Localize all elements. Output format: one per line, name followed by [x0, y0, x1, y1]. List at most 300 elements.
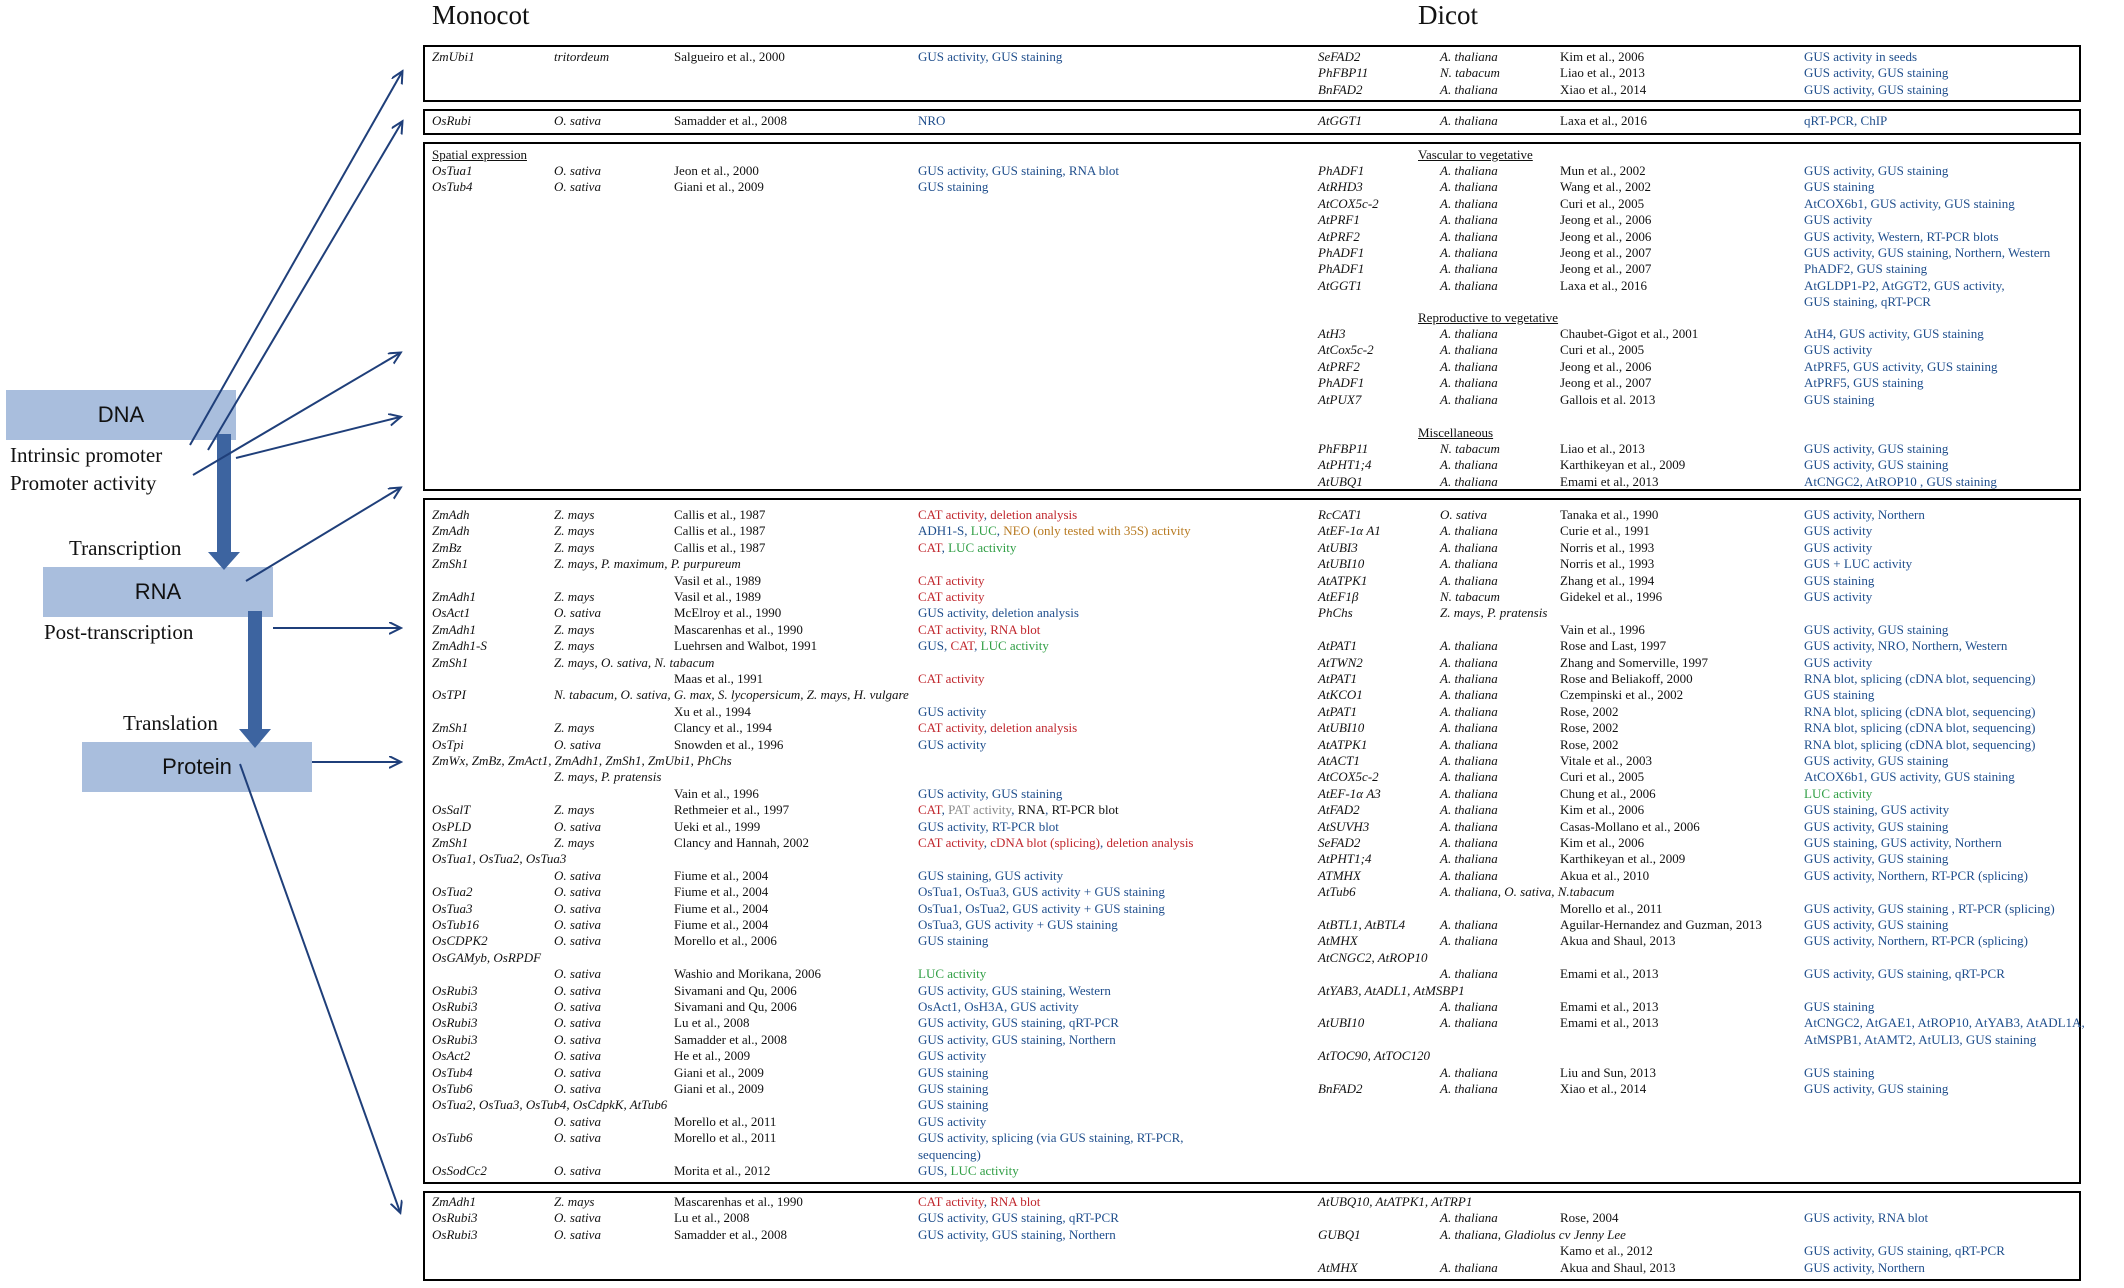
gene-cell: AtMHX: [1318, 1259, 1358, 1275]
species-cell: A. thaliana: [1440, 572, 1498, 588]
gene-cell: SeFAD2: [1318, 835, 1361, 850]
species-cell: A. thaliana: [1440, 687, 1498, 703]
reference-cell: Lu et al., 2008: [674, 1210, 750, 1226]
method-cell: GUS activity, GUS staining: [1804, 851, 1949, 867]
species-cell: A. thaliana: [1440, 802, 1498, 818]
gene-cell: GUBQ1: [1318, 1226, 1361, 1242]
method-cell: GUS activity, GUS staining, qRT-PCR: [918, 1210, 1119, 1226]
promoter-activity-label: Promoter activity: [10, 471, 157, 495]
species-cell: A. thaliana: [1440, 835, 1498, 850]
species-cell: O. sativa: [554, 736, 601, 752]
species-cell: A. thaliana, O. sativa, N.tabacum: [1440, 884, 1615, 900]
method-cell: CAT, PAT activity, RNA, RT-PCR blot: [918, 802, 1119, 818]
method-cell: CAT activity: [918, 572, 985, 588]
species-cell: A. thaliana: [1440, 851, 1498, 867]
gene-cell: AtPUX7: [1318, 391, 1362, 407]
gene-cell: AtEF-1α A3: [1318, 785, 1381, 801]
species-cell: O. sativa: [554, 982, 601, 998]
gene-cell: AtPAT1: [1318, 703, 1358, 719]
gene-cell: AtH3: [1318, 326, 1346, 341]
gene-cell: AtUBQ10, AtATPK1, AtTRP1: [1318, 1194, 1473, 1209]
reference-cell: Morello et al., 2011: [1560, 900, 1663, 916]
species-cell: A. thaliana: [1440, 638, 1498, 654]
method-cell: GUS activity, RT-PCR blot: [918, 818, 1059, 834]
gene-cell: AtATPK1: [1318, 572, 1368, 588]
gene-cell: OsRubi3: [432, 982, 478, 998]
monocot-column-title: Monocot: [432, 0, 530, 30]
gene-cell: OsTub4: [432, 179, 473, 195]
species-cell: A. thaliana: [1440, 261, 1498, 277]
method-cell: GUS activity, Western, RT-PCR blots: [1804, 228, 1999, 244]
method-cell: GUS activity, GUS staining: [1804, 818, 1949, 834]
species-cell: O. sativa: [554, 1064, 601, 1080]
reference-cell: Mun et al., 2002: [1560, 163, 1646, 178]
reference-cell: Xu et al., 1994: [674, 703, 751, 719]
reference-cell: Laxa et al., 2016: [1560, 277, 1647, 293]
method-cell: GUS staining: [1804, 179, 1875, 195]
reference-cell: McElroy et al., 1990: [674, 605, 782, 621]
spatial-expression-heading: Spatial expression: [432, 147, 527, 162]
species-cell: Z. mays, O. sativa, N. tabacum: [554, 654, 715, 670]
gene-cell: AtUBI3: [1318, 539, 1358, 555]
species-cell: Z. mays: [554, 638, 595, 654]
gene-cell: AtGGT1: [1318, 113, 1363, 128]
gene-cell: ZmAdh1: [432, 1194, 477, 1209]
gene-cell: AtKCO1: [1318, 687, 1363, 703]
reference-cell: Kim et al., 2006: [1560, 49, 1645, 64]
gene-cell: AtBTL1, AtBTL4: [1318, 917, 1406, 932]
gene-cell: AtCOX5c-2: [1318, 195, 1379, 211]
gene-cell: AtCNGC2, AtROP10: [1318, 949, 1428, 965]
reference-cell: Rose, 2004: [1560, 1210, 1619, 1226]
gene-cell: AtPRF2: [1318, 228, 1360, 244]
gene-cell: ZmSh1: [432, 654, 469, 670]
gene-cell: OsRubi3: [432, 1015, 478, 1031]
reference-cell: Curi et al., 2005: [1560, 195, 1645, 211]
method-cell: AtCOX6b1, GUS activity, GUS staining: [1804, 195, 2015, 211]
method-cell: OsTua3, GUS activity + GUS staining: [918, 917, 1118, 932]
species-cell: Z. mays: [554, 720, 595, 736]
method-cell: GUS activity: [918, 703, 987, 719]
species-cell: Z. mays: [554, 589, 595, 604]
method-cell: LUC activity: [1804, 785, 1873, 801]
method-cell: CAT activity, deletion analysis: [918, 720, 1078, 736]
gene-cell: OsTPI: [432, 687, 466, 703]
species-cell: O. sativa: [554, 1130, 601, 1146]
method-cell: CAT activity, RNA blot: [918, 1194, 1041, 1209]
reference-cell: Washio and Morikana, 2006: [674, 966, 821, 982]
reference-cell: Akua and Shaul, 2013: [1560, 1259, 1676, 1275]
gene-cell: AtUBI10: [1318, 1015, 1365, 1031]
species-cell: O. sativa: [554, 1015, 601, 1031]
reference-cell: Kamo et al., 2012: [1560, 1243, 1653, 1259]
species-cell: Z. mays, P. maximum, P. purpureum: [554, 556, 741, 572]
method-cell: GUS activity: [1804, 589, 1873, 604]
gene-cell: ZmAdh1-S: [432, 638, 487, 654]
gene-cell: AtACT1: [1318, 753, 1360, 768]
gene-cell: ZmAdh: [432, 523, 470, 539]
method-cell: RNA blot, splicing (cDNA blot, sequencing): [1804, 703, 2036, 719]
gene-cell: AtUBQ1: [1318, 473, 1363, 489]
gene-cell: OsTub4: [432, 1064, 473, 1080]
reference-cell: Giani et al., 2009: [674, 1064, 764, 1080]
reference-cell: Xiao et al., 2014: [1560, 1081, 1647, 1096]
gene-cell: OsTua3: [432, 900, 473, 916]
method-cell: GUS activity: [918, 736, 987, 752]
reference-cell: Mascarenhas et al., 1990: [674, 1194, 803, 1209]
reference-cell: Karthikeyan et al., 2009: [1560, 851, 1686, 867]
method-cell: GUS activity, Northern, RT-PCR (splicing): [1804, 867, 2028, 883]
gene-cell: ZmSh1: [432, 720, 469, 736]
method-cell: GUS activity: [1804, 654, 1873, 670]
method-cell: GUS activity, NRO, Northern, Western: [1804, 638, 2008, 654]
species-cell: A. thaliana: [1440, 49, 1498, 64]
method-cell: GUS activity, GUS staining, qRT-PCR: [918, 1015, 1119, 1031]
gene-cell: OsSodCc2: [432, 1163, 487, 1178]
gene-cell: SeFAD2: [1318, 49, 1361, 64]
reference-cell: Emami et al., 2013: [1560, 1015, 1659, 1031]
reference-cell: Morello et al., 2011: [674, 1130, 777, 1146]
method-cell: LUC activity: [918, 966, 987, 982]
reference-cell: Curi et al., 2005: [1560, 342, 1645, 358]
method-cell: GUS activity, GUS staining, Northern: [918, 1031, 1116, 1047]
method-cell: GUS staining: [1804, 999, 1875, 1014]
gene-cell: AtTub6: [1318, 884, 1356, 900]
gene-cell: OsTub6: [432, 1081, 473, 1096]
gene-cell: PhADF1: [1318, 163, 1365, 178]
species-cell: A. thaliana: [1440, 163, 1498, 178]
gene-cell: ZmAdh1: [432, 621, 477, 637]
gene-cell: OsAct1: [432, 605, 471, 621]
species-cell: A. thaliana: [1440, 1064, 1498, 1080]
reference-cell: Vitale et al., 2003: [1560, 753, 1652, 768]
reference-cell: Jeong et al., 2006: [1560, 358, 1652, 374]
species-cell: O. sativa: [1440, 507, 1487, 522]
method-cell: GUS activity: [1804, 342, 1873, 358]
method-cell: GUS activity, GUS staining, Northern, Western: [1804, 245, 2051, 260]
species-cell: A. thaliana: [1440, 1081, 1498, 1096]
reference-cell: Rose, 2002: [1560, 703, 1619, 719]
gene-cell: AtPRF1: [1318, 212, 1360, 228]
species-cell: Z. mays, P. pratensis: [1440, 605, 1548, 621]
method-cell: AtCNGC2, AtGAE1, AtROP10, AtYAB3, AtADL1A,: [1804, 1015, 2085, 1031]
reference-cell: Kim et al., 2006: [1560, 802, 1645, 818]
species-cell: A. thaliana: [1440, 375, 1498, 391]
reference-cell: Fiume et al., 2004: [674, 867, 769, 883]
reference-cell: Emami et al., 2013: [1560, 999, 1659, 1014]
gene-cell: OsPLD: [432, 818, 472, 834]
species-cell: N. tabacum: [1440, 65, 1500, 81]
species-cell: A. thaliana: [1440, 736, 1498, 752]
species-cell: A. thaliana: [1440, 391, 1498, 407]
gene-cell: ZmUbi1: [432, 49, 475, 64]
species-cell: A. thaliana: [1440, 113, 1498, 128]
reference-cell: Rose, 2002: [1560, 720, 1619, 736]
reference-cell: Sivamani and Qu, 2006: [674, 982, 797, 998]
gene-cell: OsTua2, OsTua3, OsTub4, OsCdpkK, AtTub6: [432, 1097, 668, 1113]
method-cell: GUS activity: [1804, 539, 1873, 555]
method-cell: GUS activity, GUS staining: [918, 785, 1063, 801]
species-cell: A. thaliana: [1440, 179, 1498, 195]
method-cell: GUS activity, GUS staining: [1804, 621, 1949, 637]
dicot-column-title: Dicot: [1418, 0, 1478, 30]
method-cell: GUS staining: [1804, 687, 1875, 703]
species-cell: O. sativa: [554, 605, 601, 621]
reference-cell: Akua et al., 2010: [1560, 867, 1650, 883]
species-cell: Z. mays, P. pratensis: [554, 769, 662, 785]
gene-cell: PhADF1: [1318, 261, 1365, 277]
reference-cell: Maas et al., 1991: [674, 671, 764, 686]
reference-cell: Callis et al., 1987: [674, 523, 766, 539]
gene-cell: ATMHX: [1318, 867, 1361, 883]
reference-cell: Jeong et al., 2006: [1560, 228, 1652, 244]
gene-cell: OsTpi: [432, 736, 464, 752]
species-cell: A. thaliana: [1440, 867, 1498, 883]
post-transcription-label: Post-transcription: [44, 620, 194, 644]
method-cell: CAT, LUC activity: [918, 539, 1017, 555]
species-cell: Z. mays: [554, 802, 595, 818]
dna-box: DNA: [6, 390, 236, 440]
species-cell: Z. mays: [554, 621, 595, 637]
species-cell: O. sativa: [554, 884, 601, 900]
gene-cell: ZmSh1: [432, 556, 469, 572]
reference-cell: Fiume et al., 2004: [674, 900, 769, 916]
method-cell: GUS activity, GUS staining: [1804, 163, 1949, 178]
gene-cell: OsCDPK2: [432, 933, 488, 949]
gene-cell: PhFBP11: [1318, 441, 1369, 456]
species-cell: O. sativa: [554, 1081, 601, 1096]
method-cell: GUS activity: [1804, 523, 1873, 539]
reference-cell: Xiao et al., 2014: [1560, 81, 1647, 97]
reference-cell: Snowden et al., 1996: [674, 736, 784, 752]
gene-cell: AtCOX5c-2: [1318, 769, 1379, 785]
reference-cell: Rose, 2002: [1560, 736, 1619, 752]
species-cell: A. thaliana: [1440, 358, 1498, 374]
reference-cell: Sivamani and Qu, 2006: [674, 999, 797, 1014]
gene-cell: OsRubi3: [432, 999, 478, 1014]
method-cell: qRT-PCR, ChIP: [1804, 113, 1888, 128]
gene-cell: OsAct2: [432, 1048, 471, 1064]
reference-cell: Rose and Beliakoff, 2000: [1560, 671, 1693, 686]
species-cell: O. sativa: [554, 113, 601, 128]
species-cell: A. thaliana: [1440, 473, 1498, 489]
gene-cell: OsRubi3: [432, 1031, 478, 1047]
reference-cell: Liao et al., 2013: [1560, 65, 1645, 81]
reference-cell: Emami et al., 2013: [1560, 473, 1659, 489]
method-cell: ADH1-S, LUC, NEO (only tested with 35S) activity: [918, 523, 1191, 539]
species-cell: N. tabacum: [1440, 589, 1500, 604]
reference-cell: Samadder et al., 2008: [674, 1031, 787, 1047]
method-cell: AtPRF5, GUS staining: [1804, 375, 1924, 391]
reference-cell: Morello et al., 2006: [674, 933, 777, 949]
reference-cell: Vasil et al., 1989: [674, 572, 762, 588]
gene-cell: ZmWx, ZmBz, ZmAct1, ZmAdh1, ZmSh1, ZmUbi1, PhChs: [432, 753, 732, 768]
method-cell: GUS staining: [1804, 1064, 1875, 1080]
gene-cell: AtTOC90, AtTOC120: [1318, 1048, 1430, 1064]
method-cell: OsAct1, OsH3A, GUS activity: [918, 999, 1079, 1014]
species-cell: Z. mays: [554, 835, 595, 850]
species-cell: A. thaliana: [1440, 753, 1498, 768]
arrow-to-panel-3a: [193, 353, 400, 475]
reference-cell: Lu et al., 2008: [674, 1015, 750, 1031]
method-cell: GUS activity, GUS staining: [1804, 65, 1949, 81]
species-cell: A. thaliana: [1440, 671, 1498, 686]
method-cell: GUS staining: [918, 1097, 989, 1113]
arrow-to-panel-5: [240, 764, 400, 1212]
species-cell: O. sativa: [554, 933, 601, 949]
reference-cell: Morita et al., 2012: [674, 1163, 771, 1178]
species-cell: O. sativa: [554, 163, 601, 178]
method-cell: GUS, CAT, LUC activity: [918, 638, 1049, 654]
method-cell: GUS staining: [1804, 572, 1875, 588]
reference-cell: Gidekel et al., 1996: [1560, 589, 1663, 604]
reference-cell: Zhang and Somerville, 1997: [1560, 654, 1709, 670]
gene-cell: AtEF1β: [1318, 589, 1359, 604]
vascular-to-vegetative-heading: Vascular to vegetative: [1418, 147, 1533, 162]
method-cell: GUS staining: [918, 1081, 989, 1096]
species-cell: Z. mays: [554, 1194, 595, 1209]
gene-cell: PhADF1: [1318, 245, 1365, 260]
gene-cell: PhFBP11: [1318, 65, 1369, 81]
reference-cell: Callis et al., 1987: [674, 539, 766, 555]
species-cell: A. thaliana: [1440, 195, 1498, 211]
reference-cell: Vain et al., 1996: [1560, 621, 1645, 637]
reference-cell: Curie et al., 1991: [1560, 523, 1650, 539]
reference-cell: Luehrsen and Walbot, 1991: [674, 638, 818, 654]
species-cell: O. sativa: [554, 1031, 601, 1047]
method-cell: GUS activity, GUS staining, qRT-PCR: [1804, 966, 2005, 982]
species-cell: A. thaliana: [1440, 326, 1498, 341]
species-cell: O. sativa: [554, 1163, 601, 1178]
reference-cell: Samadder et al., 2008: [674, 113, 787, 128]
method-cell: GUS staining, GUS activity: [1804, 802, 1950, 818]
rna-to-protein-arrow-head: [239, 729, 271, 748]
reference-cell: Zhang et al., 1994: [1560, 572, 1655, 588]
gene-cell: OsTub6: [432, 1130, 473, 1146]
species-cell: A. thaliana: [1440, 523, 1498, 539]
method-cell: GUS activity, GUS staining: [1804, 753, 1949, 768]
method-cell: GUS activity, GUS staining, Western: [918, 982, 1111, 998]
gene-cell: ZmSh1: [432, 835, 469, 850]
species-cell: A. thaliana: [1440, 933, 1498, 949]
method-cell: GUS activity: [918, 1113, 987, 1129]
gene-cell: AtPAT1: [1318, 638, 1358, 654]
method-cell: AtCNGC2, AtROP10 , GUS staining: [1804, 473, 1997, 489]
method-cell: GUS activity: [1804, 212, 1873, 228]
gene-cell: PhADF1: [1318, 375, 1365, 391]
reference-cell: Wang et al., 2002: [1560, 179, 1652, 195]
method-cell: AtCOX6b1, GUS activity, GUS staining: [1804, 769, 2015, 785]
method-cell: GUS activity, GUS staining: [1804, 917, 1949, 932]
protein-box: Protein: [82, 742, 312, 792]
rna-box: RNA: [43, 567, 273, 617]
species-cell: O. sativa: [554, 1113, 601, 1129]
method-cell: GUS activity, Northern: [1804, 507, 1925, 522]
gene-cell: AtTWN2: [1318, 654, 1363, 670]
reference-cell: Fiume et al., 2004: [674, 917, 769, 932]
species-cell: O. sativa: [554, 1048, 601, 1064]
species-cell: A. thaliana: [1440, 720, 1498, 736]
gene-cell: AtCox5c-2: [1318, 342, 1374, 358]
reference-cell: Samadder et al., 2008: [674, 1226, 787, 1242]
method-cell: OsTua1, OsTua3, GUS activity + GUS staining: [918, 884, 1165, 900]
method-cell: GUS staining: [1804, 391, 1875, 407]
method-cell: CAT activity, cDNA blot (splicing), deletion analysis: [918, 835, 1194, 850]
reference-cell: Jeon et al., 2000: [674, 163, 759, 178]
reference-cell: Giani et al., 2009: [674, 1081, 764, 1096]
method-cell: GUS activity, Northern: [1804, 1259, 1925, 1275]
dna-to-rna-arrow-shaft: [217, 434, 231, 552]
gene-cell: ZmBz: [432, 539, 462, 555]
gene-cell: ZmAdh1: [432, 589, 477, 604]
gene-cell: AtPHT1;4: [1318, 851, 1372, 867]
reference-cell: Liao et al., 2013: [1560, 441, 1645, 456]
species-cell: A. thaliana: [1440, 457, 1498, 473]
method-cell: GUS staining, GUS activity, Northern: [1804, 835, 2002, 850]
species-cell: O. sativa: [554, 1210, 601, 1226]
rna-to-protein-arrow-shaft: [248, 611, 262, 729]
species-cell: A. thaliana: [1440, 785, 1498, 801]
species-cell: N. tabacum: [1440, 441, 1500, 456]
method-cell: RNA blot, splicing (cDNA blot, sequencing): [1804, 720, 2036, 736]
species-cell: O. sativa: [554, 818, 601, 834]
species-cell: A. thaliana, Gladiolus cv Jenny Lee: [1440, 1226, 1626, 1242]
reference-cell: Vain et al., 1996: [674, 785, 759, 801]
gene-cell: ZmAdh: [432, 507, 470, 522]
species-cell: A. thaliana: [1440, 1210, 1498, 1226]
gene-cell: AtYAB3, AtADL1, AtMSBP1: [1318, 982, 1465, 998]
method-cell: AtH4, GUS activity, GUS staining: [1804, 326, 1984, 341]
gene-cell: AtSUVH3: [1318, 818, 1370, 834]
species-cell: Z. mays: [554, 507, 595, 522]
method-cell: AtPRF5, GUS activity, GUS staining: [1804, 358, 1998, 374]
miscellaneous-heading: Miscellaneous: [1418, 425, 1494, 440]
method-cell: OsTua1, OsTua2, GUS activity + GUS staining: [918, 900, 1165, 916]
method-cell: GUS activity, RNA blot: [1804, 1210, 1929, 1226]
method-cell: NRO: [918, 113, 946, 128]
species-cell: O. sativa: [554, 179, 601, 195]
reproductive-to-vegetative-heading: Reproductive to vegetative: [1418, 310, 1559, 325]
species-cell: A. thaliana: [1440, 999, 1498, 1014]
reference-cell: Morello et al., 2011: [674, 1113, 777, 1129]
method-cell: GUS activity: [918, 1048, 987, 1064]
gene-cell: AtMHX: [1318, 933, 1358, 949]
species-cell: A. thaliana: [1440, 818, 1498, 834]
method-cell: GUS staining, qRT-PCR: [1804, 294, 1931, 310]
method-cell: CAT activity: [918, 589, 985, 604]
translation-label: Translation: [123, 711, 218, 735]
species-cell: A. thaliana: [1440, 556, 1498, 572]
method-cell: GUS staining: [918, 179, 989, 195]
species-cell: O. sativa: [554, 900, 601, 916]
species-cell: A. thaliana: [1440, 917, 1498, 932]
method-cell: GUS activity, GUS staining , RT-PCR (splicing): [1804, 900, 2055, 916]
method-cell: RNA blot, splicing (cDNA blot, sequencing): [1804, 671, 2036, 686]
method-cell: AtGLDP1-P2, AtGGT2, GUS activity,: [1804, 277, 2005, 293]
species-cell: O. sativa: [554, 867, 601, 883]
reference-cell: Chaubet-Gigot et al., 2001: [1560, 326, 1699, 341]
gene-cell: AtPHT1;4: [1318, 457, 1372, 473]
arrow-to-panel-1a: [190, 72, 402, 445]
species-cell: A. thaliana: [1440, 539, 1498, 555]
gene-cell: OsTua1, OsTua2, OsTua3: [432, 851, 567, 867]
species-cell: A. thaliana: [1440, 277, 1498, 293]
gene-cell: RcCAT1: [1318, 507, 1362, 522]
species-cell: A. thaliana: [1440, 769, 1498, 785]
reference-cell: Rethmeier et al., 1997: [674, 802, 790, 818]
method-cell: RNA blot, splicing (cDNA blot, sequencing): [1804, 736, 2036, 752]
species-cell: Z. mays: [554, 523, 595, 539]
